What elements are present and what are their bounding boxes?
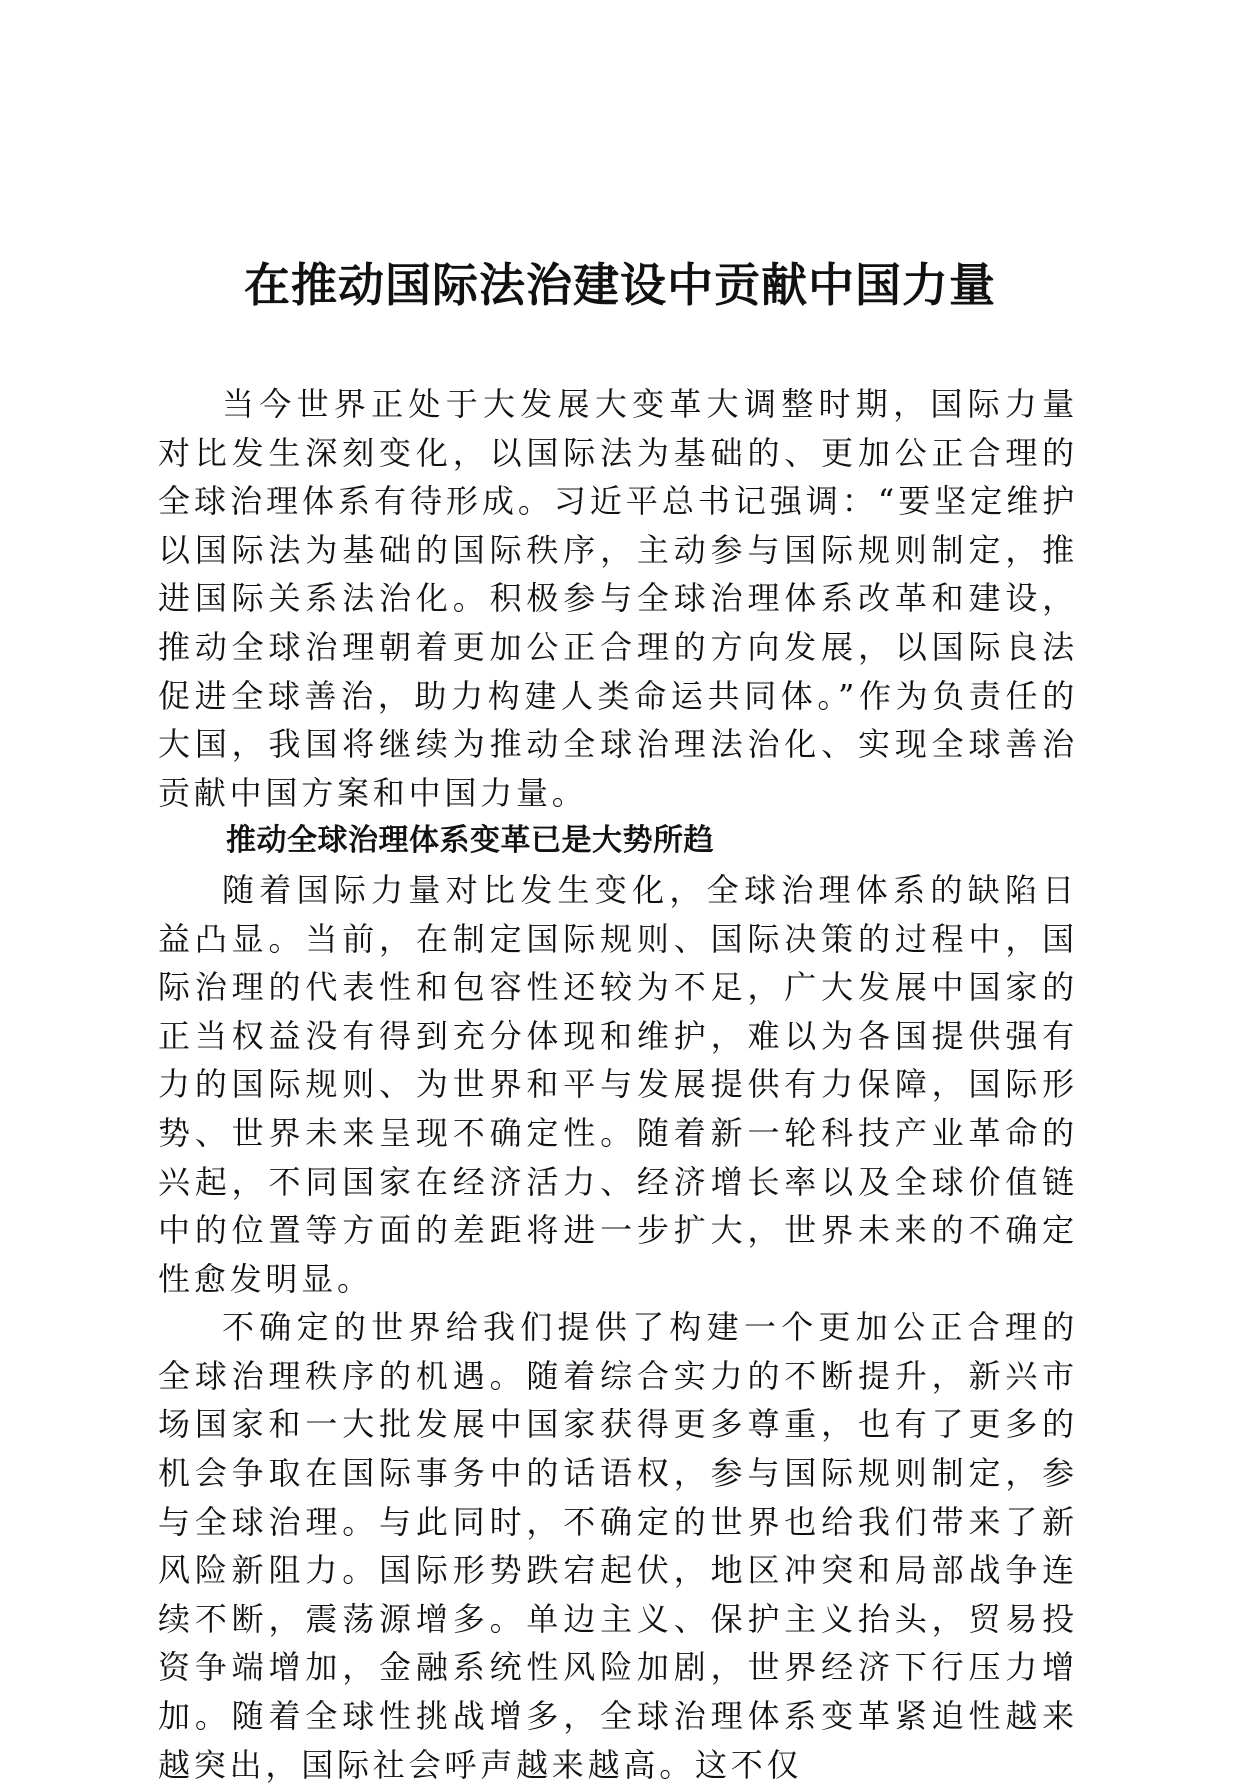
paragraph-uncertain-world: 不确定的世界给我们提供了构建一个更加公正合理的全球治理秩序的机遇。随着综合实力的不断提升，新兴市场国家和一大批发展中国家获得更多尊重，也有了更多的机会争取在国际事务中的话语权，参与国际规则制定，参与全球治理。与此同时，不确定的世界也给我们带来了新风险新阻力。国际形势跌宕起伏，地区冲突和局部战争连续不断，震荡源增多。单边主义、保护主义抬头，贸易投资争端增加，金融系统性风险加剧，世界经济下行压力增加。随着全球性挑战增多，全球治理体系变革紧迫性越来越突出，国际社会呼声越来越高。这不仅 [158, 1308, 1078, 1784]
paragraph-global-governance-defects: 随着国际力量对比发生变化，全球治理体系的缺陷日益凸显。当前，在制定国际规则、国际决策的过程中，国际治理的代表性和包容性还较为不足，广大发展中国家的正当权益没有得到充分体现和维护，难以为各国提供强有力的国际规则、为世界和平与发展提供有力保障，国际形势、世界未来呈现不确定性。随着新一轮科技产业革命的兴起，不同国家在经济活力、经济增长率以及全球价值链中的位置等方面的差距将进一步扩大，世界未来的不确定性愈发明显。 [158, 870, 1078, 1298]
section-heading: 推动全球治理体系变革已是大势所趋 [226, 823, 714, 859]
paragraph-intro: 当今世界正处于大发展大变革大调整时期，国际力量对比发生深刻变化，以国际法为基础的、更加公正合理的全球治理体系有待形成。习近平总书记强调：“要坚定维护以国际法为基础的国际秩序，主动参与国际规则制定，推进国际关系法治化。积极参与全球治理体系改革和建设，推动全球治理朝着更加公正合理的方向发展，以国际良法促进全球善治，助力构建人类命运共同体。”作为负责任的大国，我国将继续为推动全球治理法治化、实现全球善治贡献中国方案和中国力量。 [158, 385, 1078, 812]
page-title: 在推动国际法治建设中贡献中国力量 [244, 258, 996, 312]
document-body [158, 380, 1078, 1789]
